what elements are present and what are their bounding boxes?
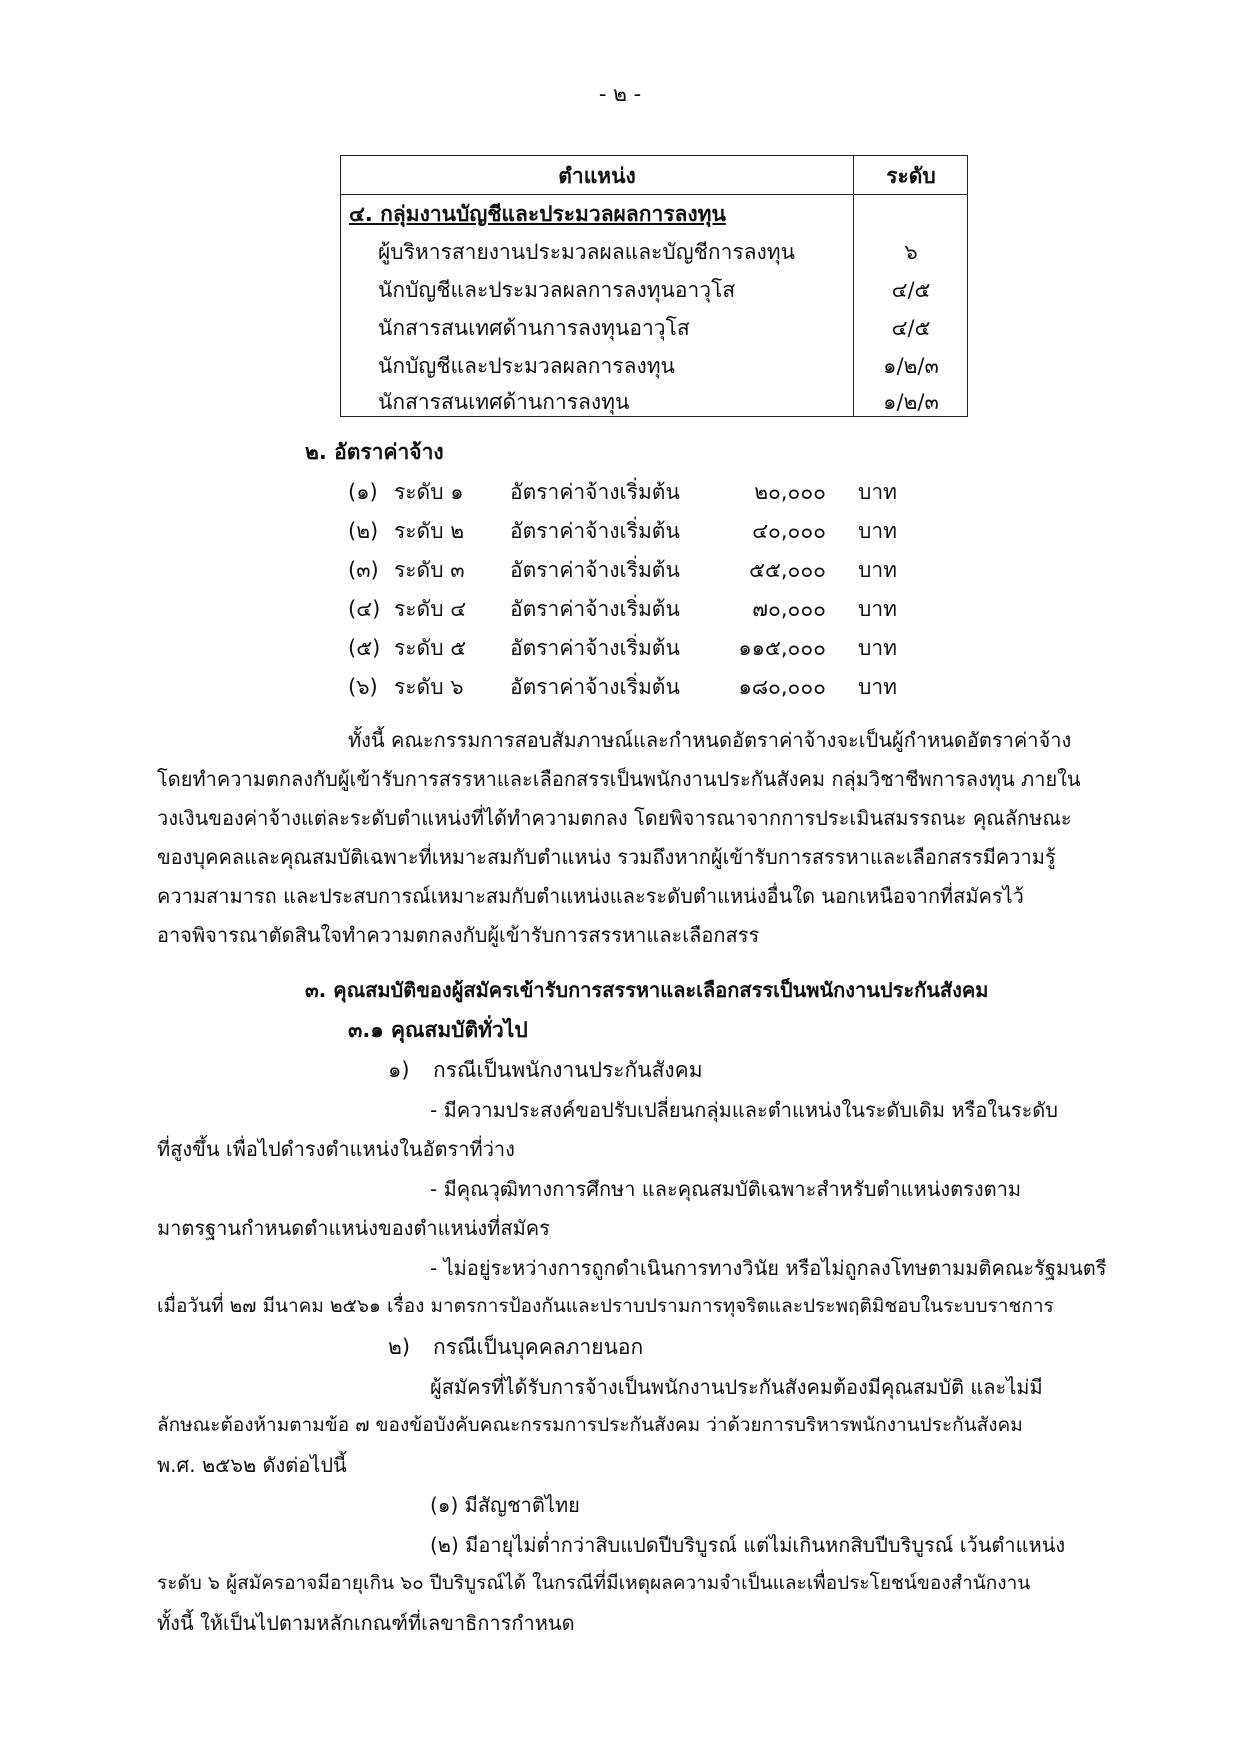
table-header-level: ระดับ bbox=[886, 164, 936, 188]
wage-row-label: อัตราค่าจ้างเริ่มต้น bbox=[510, 675, 680, 699]
bullet-line: - มีความประสงค์ขอปรับเปลี่ยนกลุ่มและตำแหน่งในระดับเดิม หรือในระดับ bbox=[430, 1098, 1058, 1122]
wage-row-unit: บาท bbox=[858, 675, 897, 699]
table-row-position: นักบัญชีและประมวลผลการลงทุนอาวุโส bbox=[378, 278, 736, 302]
wage-row-level: ระดับ ๕ bbox=[394, 636, 467, 660]
bullet-line: - มีคุณวุฒิทางการศึกษา และคุณสมบัติเฉพาะสำหรับตำแหน่งตรงตาม bbox=[430, 1177, 1022, 1201]
paragraph-line: วงเงินของค่าจ้างแต่ละระดับตำแหน่งที่ได้ทำความตกลง โดยพิจารณาจากการประเมินสมรรถนะ คุณลักษณะ bbox=[157, 806, 1072, 830]
wage-row-amount: ๑๘๐,๐๐๐ bbox=[738, 675, 826, 699]
table-row-position: นักสารสนเทศด้านการลงทุนอาวุโส bbox=[378, 316, 690, 340]
wage-row-level: ระดับ ๖ bbox=[394, 675, 464, 699]
table-row-level: ๔/๕ bbox=[891, 278, 931, 302]
qualification-item: ทั้งนี้ ให้เป็นไปตามหลักเกณฑ์ที่เลขาธิการกำหนด bbox=[157, 1611, 575, 1635]
case2-label: ๒) bbox=[388, 1335, 411, 1359]
position-table bbox=[340, 155, 968, 417]
page-number: - ๒ - bbox=[598, 82, 642, 106]
wage-row-amount: ๒๐,๐๐๐ bbox=[754, 480, 826, 504]
bullet-line: มาตรฐานกำหนดตำแหน่งของตำแหน่งที่สมัคร bbox=[157, 1216, 550, 1240]
wage-row-amount: ๕๕,๐๐๐ bbox=[749, 558, 826, 582]
paragraph-line: ทั้งนี้ คณะกรรมการสอบสัมภาษณ์และกำหนดอัตราค่าจ้างจะเป็นผู้กำหนดอัตราค่าจ้าง bbox=[348, 728, 1072, 752]
paragraph-line: ความสามารถ และประสบการณ์เหมาะสมกับตำแหน่งและระดับตำแหน่งอื่นใด นอกเหนือจากที่สมัครไว้ bbox=[157, 884, 1024, 908]
wage-row-amount: ๗๐,๐๐๐ bbox=[752, 597, 826, 621]
wage-row-label: อัตราค่าจ้างเริ่มต้น bbox=[510, 480, 680, 504]
wage-row-level: ระดับ ๒ bbox=[394, 519, 465, 543]
table-row-level: ๔/๕ bbox=[891, 316, 931, 340]
qualification-item: (๒) มีอายุไม่ต่ำกว่าสิบแปดปีบริบูรณ์ แต่ไม่เกินหกสิบปีบริบูรณ์ เว้นตำแหน่ง bbox=[430, 1533, 1066, 1557]
paragraph-line: อาจพิจารณาตัดสินใจทำความตกลงกับผู้เข้ารับการสรรหาและเลือกสรร bbox=[157, 923, 760, 947]
table-row-level: ๖ bbox=[904, 240, 918, 264]
table-row-level: ๑/๒/๓ bbox=[883, 354, 939, 378]
wage-row-unit: บาท bbox=[858, 636, 897, 660]
wage-row-unit: บาท bbox=[858, 597, 897, 621]
wage-row-amount: ๔๐,๐๐๐ bbox=[752, 519, 826, 543]
wage-row-unit: บาท bbox=[858, 480, 897, 504]
bullet-line: ที่สูงขึ้น เพื่อไปดำรงตำแหน่งในอัตราที่ว่าง bbox=[157, 1137, 515, 1161]
qualification-item: (๑) มีสัญชาติไทย bbox=[430, 1493, 580, 1517]
wage-row-level: ระดับ ๓ bbox=[394, 558, 465, 582]
wage-row-label: อัตราค่าจ้างเริ่มต้น bbox=[510, 636, 680, 660]
wage-row-num: (๔) bbox=[348, 597, 381, 621]
bullet-line: เมื่อวันที่ ๒๗ มีนาคม ๒๕๖๑ เรื่อง มาตรการป้องกันและปราบปรามการทุจริตและประพฤติมิชอบในระบบราชการ bbox=[157, 1295, 1054, 1317]
table-row-level: ๑/๒/๓ bbox=[883, 390, 939, 414]
wage-row-num: (๑) bbox=[348, 480, 378, 504]
table-row-position: นักบัญชีและประมวลผลการลงทุน bbox=[378, 354, 675, 378]
wage-row-unit: บาท bbox=[858, 558, 897, 582]
section3-subheading: ๓.๑ คุณสมบัติทั่วไป bbox=[348, 1018, 528, 1042]
wage-row-num: (๒) bbox=[348, 519, 379, 543]
table-header-position: ตำแหน่ง bbox=[558, 164, 636, 188]
table-row-position: ผู้บริหารสายงานประมวลผลและบัญชีการลงทุน bbox=[378, 240, 795, 264]
case1-title: กรณีเป็นพนักงานประกันสังคม bbox=[433, 1058, 703, 1082]
wage-row-num: (๕) bbox=[348, 636, 381, 660]
section3-heading: ๓. คุณสมบัติของผู้สมัครเข้ารับการสรรหาและเลือกสรรเป็นพนักงานประกันสังคม bbox=[305, 978, 989, 1002]
wage-row-unit: บาท bbox=[858, 519, 897, 543]
case2-line: พ.ศ. ๒๕๖๒ ดังต่อไปนี้ bbox=[157, 1453, 347, 1477]
wage-row-label: อัตราค่าจ้างเริ่มต้น bbox=[510, 519, 680, 543]
wage-row-amount: ๑๑๕,๐๐๐ bbox=[738, 636, 826, 660]
section2-heading: ๒. อัตราค่าจ้าง bbox=[305, 440, 444, 464]
paragraph-line: โดยทำความตกลงกับผู้เข้ารับการสรรหาและเลือกสรรเป็นพนักงานประกันสังคม กลุ่มวิชาชีพการลงทุน ภายใน bbox=[157, 767, 1081, 791]
table-row-position: นักสารสนเทศด้านการลงทุน bbox=[378, 390, 630, 414]
case2-line: ผู้สมัครที่ได้รับการจ้างเป็นพนักงานประกันสังคมต้องมีคุณสมบัติ และไม่มี bbox=[430, 1375, 1043, 1399]
case2-line: ลักษณะต้องห้ามตามข้อ ๗ ของข้อบังคับคณะกรรมการประกันสังคม ว่าด้วยการบริหารพนักงานประกันสังคม bbox=[157, 1414, 1023, 1436]
wage-row-num: (๖) bbox=[348, 675, 378, 699]
qualification-item: ระดับ ๖ ผู้สมัครอาจมีอายุเกิน ๖๐ ปีบริบูรณ์ได้ ในกรณีที่มีเหตุผลความจำเป็นและเพื่อประโยชน์ของสำนักงาน bbox=[157, 1572, 1031, 1594]
wage-row-num: (๓) bbox=[348, 558, 379, 582]
paragraph-line: ของบุคคลและคุณสมบัติเฉพาะที่เหมาะสมกับตำแหน่ง รวมถึงหากผู้เข้ารับการสรรหาและเลือกสรรมีความรู้ bbox=[157, 845, 1056, 869]
wage-row-label: อัตราค่าจ้างเริ่มต้น bbox=[510, 597, 680, 621]
bullet-line: - ไม่อยู่ระหว่างการถูกดำเนินการทางวินัย หรือไม่ถูกลงโทษตามมติคณะรัฐมนตรี bbox=[430, 1256, 1107, 1280]
table-group-title: ๔. กลุ่มงานบัญชีและประมวลผลการลงทุน bbox=[349, 202, 726, 226]
case2-title: กรณีเป็นบุคคลภายนอก bbox=[433, 1335, 644, 1359]
wage-row-label: อัตราค่าจ้างเริ่มต้น bbox=[510, 558, 680, 582]
case1-label: ๑) bbox=[388, 1058, 410, 1082]
wage-row-level: ระดับ ๑ bbox=[394, 480, 464, 504]
wage-row-level: ระดับ ๔ bbox=[394, 597, 467, 621]
